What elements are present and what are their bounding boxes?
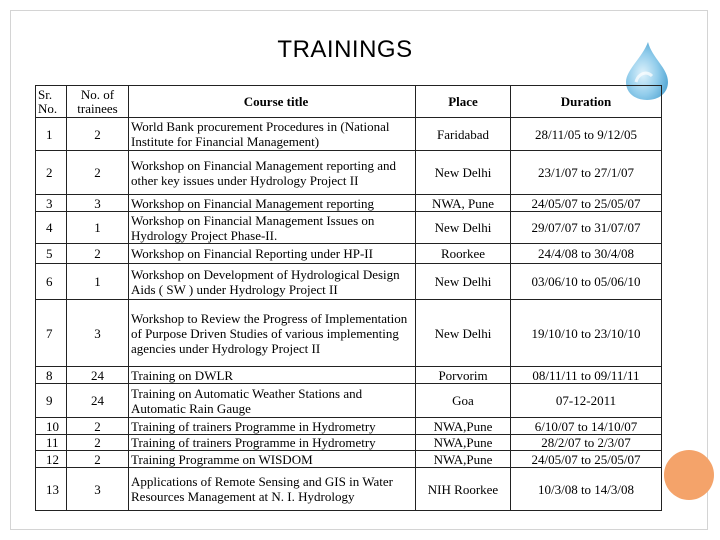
cell-trainees: 2 xyxy=(67,435,129,451)
cell-course: Training on DWLR xyxy=(129,367,416,384)
cell-course: Workshop on Financial Management reporting xyxy=(129,195,416,212)
table-row xyxy=(36,118,662,151)
cell-place: NWA,Pune xyxy=(416,418,511,435)
cell-duration: 10/3/08 to 14/3/08 xyxy=(511,468,662,511)
cell-trainees: 1 xyxy=(67,212,129,244)
cell-course: Workshop on Financial Management Issues on Hydrology Project Phase-II. xyxy=(129,212,416,244)
cell-sr: 9 xyxy=(36,384,67,418)
cell-sr: 5 xyxy=(36,244,67,264)
cell-place: New Delhi xyxy=(416,151,511,195)
cell-sr: 7 xyxy=(36,300,67,367)
cell-place: NIH Roorkee xyxy=(416,468,511,511)
cell-place: New Delhi xyxy=(416,300,511,367)
table-row xyxy=(36,367,662,384)
cell-place: Goa xyxy=(416,384,511,418)
table-row xyxy=(36,195,662,212)
table-row xyxy=(36,244,662,264)
cell-trainees: 3 xyxy=(67,300,129,367)
table-row xyxy=(36,151,662,195)
cell-trainees: 3 xyxy=(67,195,129,212)
cell-duration: 19/10/10 to 23/10/10 xyxy=(511,300,662,367)
cell-course: Applications of Remote Sensing and GIS in Water Resources Management at N. I. Hydrology xyxy=(129,468,416,511)
header-place: Place xyxy=(416,86,511,118)
cell-trainees: 2 xyxy=(67,151,129,195)
table-row xyxy=(36,212,662,244)
cell-course: Workshop on Financial Management reporting and other key issues under Hydrology Project II xyxy=(129,151,416,195)
cell-duration: 08/11/11 to 09/11/11 xyxy=(511,367,662,384)
cell-trainees: 24 xyxy=(67,367,129,384)
cell-place: Faridabad xyxy=(416,118,511,151)
table-row xyxy=(36,418,662,435)
orange-circle-decoration xyxy=(664,450,714,500)
cell-place: Porvorim xyxy=(416,367,511,384)
cell-course: Training of trainers Programme in Hydrometry xyxy=(129,418,416,435)
cell-place: New Delhi xyxy=(416,212,511,244)
header-no-of-trainees: No. of trainees xyxy=(67,86,129,118)
cell-trainees: 2 xyxy=(67,451,129,468)
cell-sr: 13 xyxy=(36,468,67,511)
header-course-title: Course title xyxy=(129,86,416,118)
cell-sr: 6 xyxy=(36,264,67,300)
cell-place: NWA,Pune xyxy=(416,451,511,468)
cell-trainees: 1 xyxy=(67,264,129,300)
cell-place: NWA,Pune xyxy=(416,435,511,451)
cell-sr: 3 xyxy=(36,195,67,212)
cell-duration: 6/10/07 to 14/10/07 xyxy=(511,418,662,435)
cell-trainees: 3 xyxy=(67,468,129,511)
cell-sr: 8 xyxy=(36,367,67,384)
cell-course: Workshop on Financial Reporting under HP-II xyxy=(129,244,416,264)
cell-trainees: 2 xyxy=(67,244,129,264)
cell-sr: 4 xyxy=(36,212,67,244)
cell-duration: 28/2/07 to 2/3/07 xyxy=(511,435,662,451)
cell-trainees: 2 xyxy=(67,418,129,435)
cell-sr: 1 xyxy=(36,118,67,151)
cell-duration: 24/05/07 to 25/05/07 xyxy=(511,451,662,468)
cell-duration: 24/05/07 to 25/05/07 xyxy=(511,195,662,212)
table-row xyxy=(36,264,662,300)
header-sr-no: Sr. No. xyxy=(36,86,67,118)
cell-duration: 29/07/07 to 31/07/07 xyxy=(511,212,662,244)
cell-course: World Bank procurement Procedures in (National Institute for Financial Management) xyxy=(129,118,416,151)
cell-course: Workshop on Development of Hydrological Design Aids ( SW ) under Hydrology Project II xyxy=(129,264,416,300)
table-row xyxy=(36,435,662,451)
cell-course: Workshop to Review the Progress of Implementation of Purpose Driven Studies of various implementing agencies under Hydrology Project II xyxy=(129,300,416,367)
table-row xyxy=(36,300,662,367)
table-row xyxy=(36,468,662,511)
cell-course: Training of trainers Programme in Hydrometry xyxy=(129,435,416,451)
cell-place: Roorkee xyxy=(416,244,511,264)
trainings-table xyxy=(35,85,662,511)
table-header-row xyxy=(36,86,662,118)
cell-duration: 28/11/05 to 9/12/05 xyxy=(511,118,662,151)
cell-duration: 03/06/10 to 05/06/10 xyxy=(511,264,662,300)
header-duration: Duration xyxy=(511,86,662,118)
cell-sr: 10 xyxy=(36,418,67,435)
page-title: TRAININGS xyxy=(277,36,413,63)
cell-duration: 23/1/07 to 27/1/07 xyxy=(511,151,662,195)
cell-duration: 07-12-2011 xyxy=(511,384,662,418)
table-row xyxy=(36,384,662,418)
cell-trainees: 2 xyxy=(67,118,129,151)
cell-sr: 2 xyxy=(36,151,67,195)
cell-course: Training on Automatic Weather Stations and Automatic Rain Gauge xyxy=(129,384,416,418)
cell-duration: 24/4/08 to 30/4/08 xyxy=(511,244,662,264)
cell-course: Training Programme on WISDOM xyxy=(129,451,416,468)
cell-sr: 11 xyxy=(36,435,67,451)
cell-trainees: 24 xyxy=(67,384,129,418)
cell-place: NWA, Pune xyxy=(416,195,511,212)
table-row xyxy=(36,451,662,468)
cell-sr: 12 xyxy=(36,451,67,468)
cell-place: New Delhi xyxy=(416,264,511,300)
